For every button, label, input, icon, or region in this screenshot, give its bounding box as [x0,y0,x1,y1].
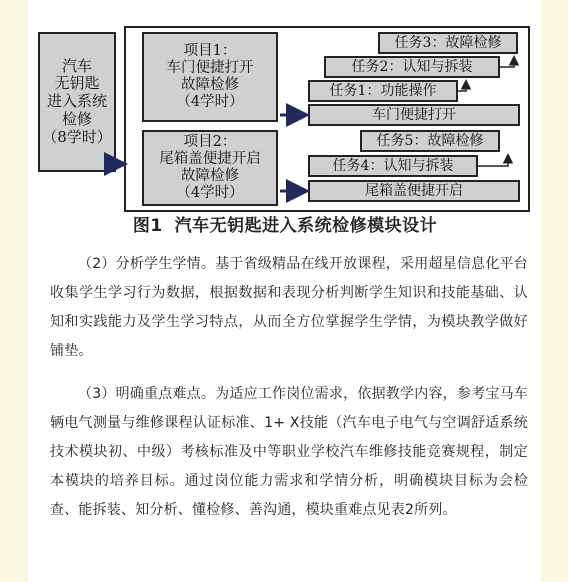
arrow-task4-to-task5 [478,156,508,166]
task4-text: 任务4：认知与拆装 [332,157,454,174]
arrow-task2-to-task3 [500,58,514,67]
figure-number: 图1 [132,216,163,236]
figure-caption-text: 汽车无钥匙进入系统检修模块设计 [174,216,438,236]
figure-caption [28,211,542,236]
trunk-open-text: 尾箱盖便捷开启 [365,182,463,199]
project1-text: 项目1： 车门便捷打开 故障检修 （4学时） [166,42,254,111]
document-page [28,0,542,582]
paragraph-key-difficulties: （3）明确重点难点。为适应工作岗位需求，依据教学内容，参考宝马车辆电气测量与维修课程认证标准、1+ X技能（汽车电子电气与空调舒适系统技术模块初、中级）考核标准及中等职业学校汽车维修技能竞赛规程，制定本模块的培养目标。通过岗位能力需求和学情分析，明确模块目标为会检查、能拆装、知分析、懂检修、善沟通，模块重难点见表2所列。 [50,386,528,518]
paragraph-student-analysis: （2）分析学生学情。基于省级精品在线开放课程，采用超星信息化平台收集学生学习行为数据，根据数据和表现分析判断学生知识和技能基础、认知和实践能力及学生学习特点，从而全方位掌握学生学情，为模块教学做好铺垫。 [50,256,528,359]
diagram-arrows [38,22,530,212]
arrow-task1-to-task2 [458,82,466,91]
task3-text: 任务3：故障检修 [394,34,502,51]
door-open-text: 车门便捷打开 [372,106,456,123]
task5-text: 任务5：故障检修 [376,132,484,149]
project2-text: 项目2： 尾箱盖便捷开启 故障检修 （4学时） [159,133,261,202]
main-module-text: 汽车 无钥匙 进入系统 检修 （8学时） [42,56,112,146]
task1-text: 任务1：功能操作 [329,82,437,99]
module-design-diagram [38,22,530,212]
task2-text: 任务2：认知与拆装 [351,58,473,75]
